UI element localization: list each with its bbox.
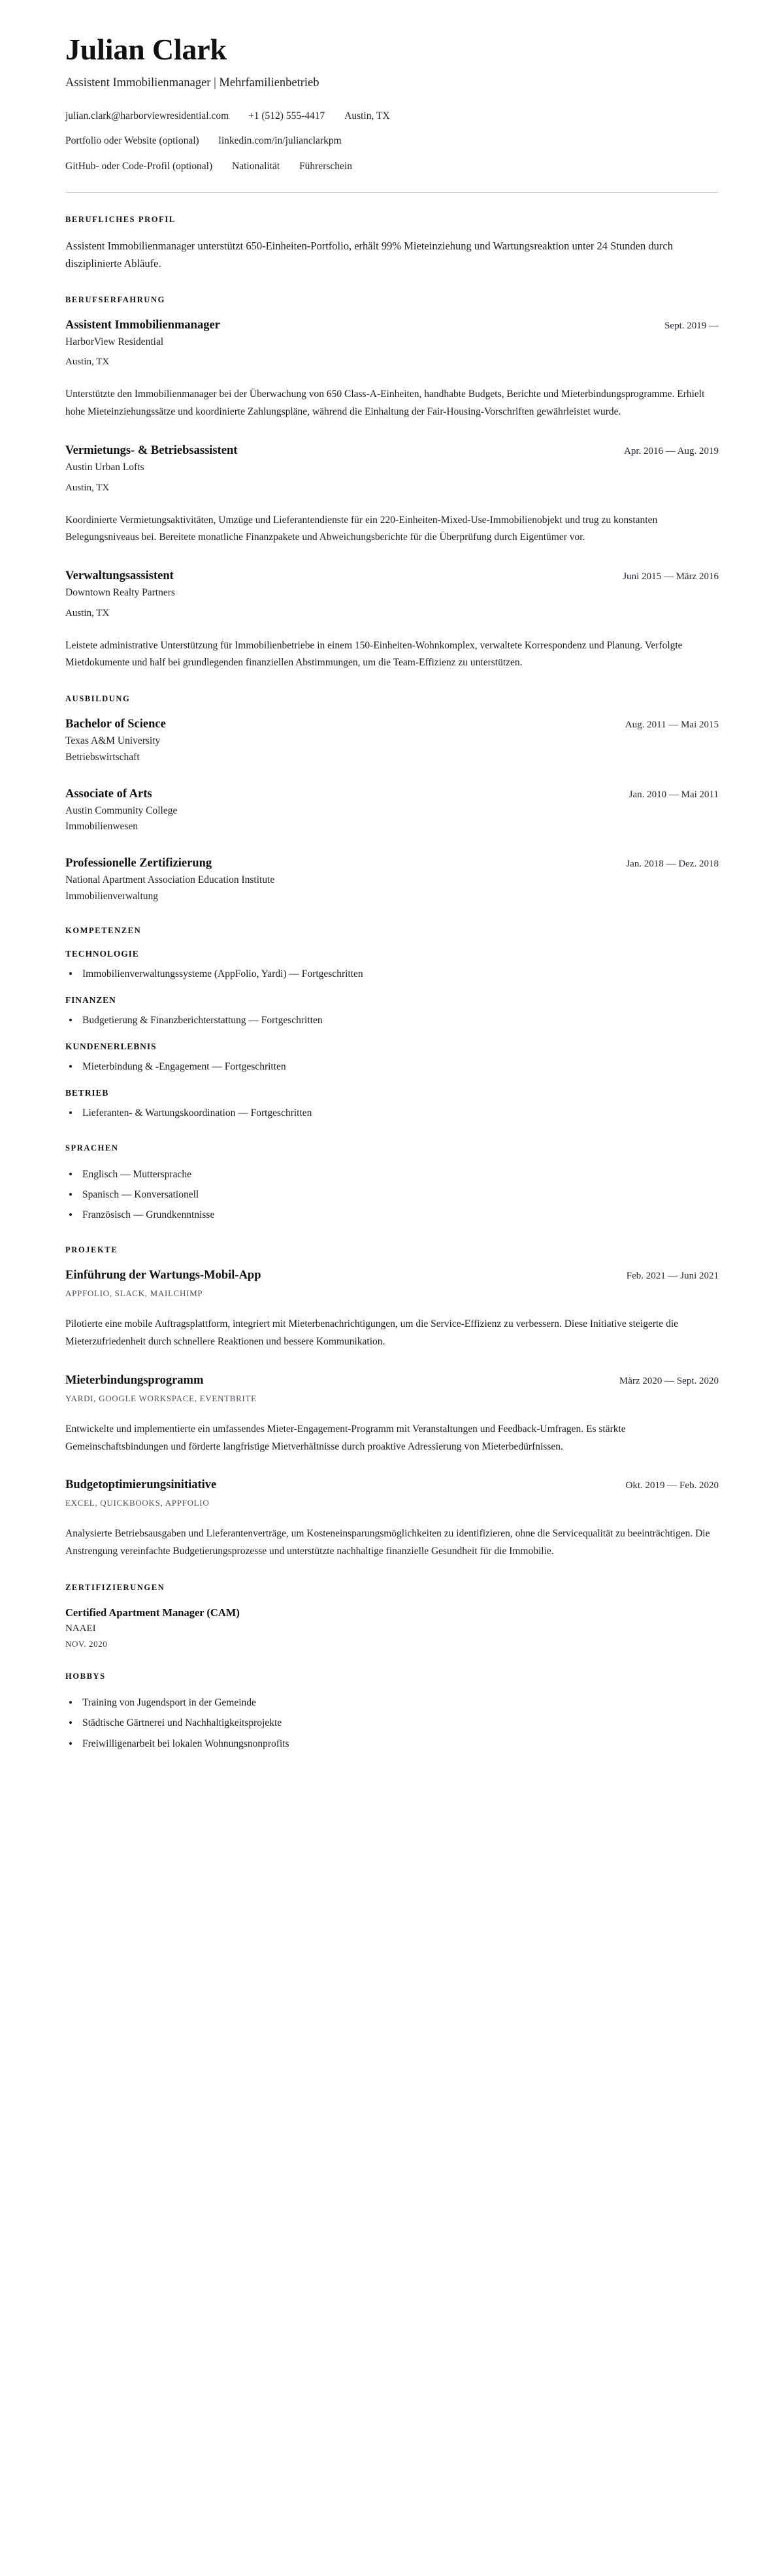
education-entry [65, 717, 719, 765]
project-entry-head [65, 1268, 719, 1283]
education-list [65, 717, 719, 904]
experience-entry [65, 569, 719, 672]
education-school: Texas A&M University [65, 735, 161, 747]
education-entry-head [65, 856, 719, 871]
skill-category-label: TECHNOLOGIE [65, 948, 139, 959]
resume-header [65, 34, 719, 193]
contact-line-2 [65, 134, 719, 148]
experience-job-title: Verwaltungsassistent [65, 569, 174, 582]
certification-name: Certified Apartment Manager (CAM) [65, 1606, 240, 1619]
hobby-item: Städtische Gärtnerei und Nachhaltigkeitsprojekte [65, 1715, 719, 1731]
contact-phone[interactable]: +1 (512) 555-4417 [248, 110, 325, 121]
contact-nationality: Nationalität [232, 160, 280, 172]
education-school: Austin Community College [65, 804, 178, 816]
project-description: Pilotierte eine mobile Auftragsplattform, integriert mit Mieterbenachrichtigungen, um die Service-Effizienz zu verbessern. Diese Initiative steigerte die Mieterzufriedenheit durch schnellere Reaktionen und bessere Kommunikation. [65, 1318, 678, 1348]
education-field: Immobilienverwaltung [65, 890, 159, 902]
hobby-list [65, 1694, 719, 1751]
certification-issuer: NAAEI [65, 1623, 96, 1634]
project-dates: Okt. 2019 — Feb. 2020 [625, 1480, 719, 1491]
section-title-education: AUSBILDUNG [65, 694, 131, 704]
education-field: Betriebswirtschaft [65, 751, 140, 763]
skill-group [65, 995, 719, 1028]
skill-item-list [65, 966, 719, 982]
project-tech-stack: EXCEL, QUICKBOOKS, APPFOLIO [65, 1498, 210, 1508]
education-field: Immobilienwesen [65, 821, 139, 833]
language-item: Englisch — Muttersprache [65, 1166, 719, 1183]
skill-item: Immobilienverwaltungssysteme (AppFolio, Yardi) — Fortgeschritten [65, 966, 719, 982]
experience-location: Austin, TX [65, 357, 110, 368]
section-experience [65, 295, 719, 672]
experience-dates: Juni 2015 — März 2016 [623, 571, 719, 582]
skill-item: Mieterbindung & -Engagement — Fortgeschritten [65, 1058, 719, 1075]
experience-dates: Sept. 2019 — [664, 320, 719, 331]
project-entry-head [65, 1478, 719, 1493]
section-languages [65, 1143, 719, 1223]
skill-group [65, 1088, 719, 1121]
contact-portfolio[interactable]: Portfolio oder Website (optional) [65, 135, 199, 147]
contact-location: Austin, TX [344, 110, 390, 121]
education-degree: Professionelle Zertifizierung [65, 857, 212, 870]
experience-description: Koordinierte Vermietungsaktivitäten, Umzüge und Lieferantendienste für ein 220-Einheiten-Mixed-Use-Immobilienobjekt und trug zu konstanten Belegungsniveaus bei. Bereitete monatliche Finanzpakete und Abweichungsberichte für die Überprüfung durch Eigentümer vor. [65, 514, 658, 543]
experience-list [65, 318, 719, 672]
experience-description: Leistete administrative Unterstützung für Immobilienbetriebe in einem 150-Einheiten-Wohnkomplex, verwaltete Korrespondenz und Planung. Verfolgte Mietdokumente und half bei grundlegenden finanziellen Abstimmungen, um die Team-Effizienz zu unterstützen. [65, 639, 683, 669]
experience-job-title: Vermietungs- & Betriebsassistent [65, 443, 238, 457]
section-title-projects: PROJEKTE [65, 1245, 118, 1255]
project-title: Einführung der Wartungs-Mobil-App [65, 1269, 261, 1282]
contact-github[interactable]: GitHub- oder Code-Profil (optional) [65, 160, 213, 172]
experience-entry [65, 443, 719, 547]
education-entry-head [65, 717, 719, 732]
project-entry [65, 1373, 719, 1455]
section-education [65, 694, 719, 904]
skill-category-label: BETRIEB [65, 1087, 109, 1098]
experience-company: HarborView Residential [65, 336, 164, 347]
hobby-item: Freiwilligenarbeit bei lokalen Wohnungsnonprofits [65, 1736, 719, 1752]
skill-item: Budgetierung & Finanzberichterstattung — Fortgeschritten [65, 1012, 719, 1028]
section-profile [65, 215, 719, 272]
skill-item-list [65, 1058, 719, 1075]
section-title-certifications: ZERTIFIZIERUNGEN [65, 1582, 165, 1592]
section-projects [65, 1245, 719, 1560]
experience-entry [65, 318, 719, 421]
section-title-languages: SPRACHEN [65, 1143, 119, 1153]
language-item: Spanisch — Konversationell [65, 1186, 719, 1203]
section-title-hobbies: HOBBYS [65, 1672, 106, 1681]
contact-line-3 [65, 159, 719, 174]
experience-company: Downtown Realty Partners [65, 587, 175, 599]
project-entry [65, 1478, 719, 1560]
education-dates: Jan. 2018 — Dez. 2018 [626, 859, 719, 870]
skill-category-label: FINANZEN [65, 994, 116, 1005]
experience-location: Austin, TX [65, 482, 110, 493]
project-dates: Feb. 2021 — Juni 2021 [626, 1271, 719, 1282]
experience-location: Austin, TX [65, 607, 110, 618]
skill-category-label: KUNDENERLEBNIS [65, 1041, 157, 1051]
project-title: Mieterbindungsprogramm [65, 1373, 204, 1387]
skill-item-list [65, 1105, 719, 1121]
experience-entry-head [65, 569, 719, 584]
hobby-item: Training von Jugendsport in der Gemeinde [65, 1694, 719, 1711]
education-entry-head [65, 787, 719, 802]
project-dates: März 2020 — Sept. 2020 [619, 1375, 719, 1386]
project-title: Budgetoptimierungsinitiative [65, 1478, 217, 1492]
education-entry [65, 787, 719, 835]
project-tech-stack: YARDI, GOOGLE WORKSPACE, EVENTBRITE [65, 1393, 257, 1403]
education-entry [65, 856, 719, 904]
language-list [65, 1166, 719, 1223]
contact-email[interactable]: julian.clark@harborviewresidential.com [65, 110, 229, 121]
education-degree: Bachelor of Science [65, 718, 166, 731]
experience-job-title: Assistent Immobilienmanager [65, 318, 220, 332]
experience-entry-head [65, 318, 719, 333]
header-divider [65, 192, 719, 193]
candidate-headline: Assistent Immobilienmanager | Mehrfamilienbetrieb [65, 76, 319, 89]
education-degree: Associate of Arts [65, 787, 152, 801]
section-hobbies [65, 1672, 719, 1751]
certification-entry [65, 1606, 719, 1650]
project-entry-head [65, 1373, 719, 1388]
skill-item: Lieferanten- & Wartungskoordination — Fortgeschritten [65, 1105, 719, 1121]
skill-group [65, 1042, 719, 1075]
contact-linkedin[interactable]: linkedin.com/in/julianclarkpm [218, 135, 342, 147]
education-dates: Jan. 2010 — Mai 2011 [629, 789, 719, 800]
project-description: Entwickelte und implementierte ein umfassendes Mieter-Engagement-Programm mit Veranstaltungen und Feedback-Umfragen. Es stärkte Gemeinschaftsbindungen und förderte langfristige Mietverhältnisse durch proaktive Adressierung von Mieterbedürfnissen. [65, 1423, 626, 1452]
experience-company: Austin Urban Lofts [65, 461, 144, 473]
education-dates: Aug. 2011 — Mai 2015 [625, 720, 719, 731]
experience-entry-head [65, 443, 719, 458]
profile-summary-text: Assistent Immobilienmanager unterstützt 650-Einheiten-Portfolio, erhält 99% Mieteinziehung und Wartungsreaktion unter 24 Stunden durch disziplinierte Abläufe. [65, 240, 673, 270]
section-title-experience: BERUFSERFAHRUNG [65, 294, 165, 304]
section-certifications [65, 1583, 719, 1650]
candidate-name: Julian Clark [65, 33, 227, 66]
project-entry [65, 1268, 719, 1350]
section-title-profile: BERUFLICHES PROFIL [65, 215, 176, 225]
experience-dates: Apr. 2016 — Aug. 2019 [623, 445, 719, 456]
skill-item-list [65, 1012, 719, 1028]
contact-drivers-license: Führerschein [299, 160, 352, 172]
skill-group [65, 949, 719, 982]
section-skills [65, 926, 719, 1121]
project-tech-stack: APPFOLIO, SLACK, MAILCHIMP [65, 1288, 203, 1299]
education-school: National Apartment Association Education Institute [65, 874, 275, 886]
experience-description: Unterstützte den Immobilienmanager bei der Überwachung von 650 Class-A-Einheiten, handhabte Budgets, Berichte und Mieterbindungsprogramme. Erhielt hohe Mieteinziehungssätze und koordinierte Zahlungspläne, während die Einhaltung der Fair-Housing-Vorschriften gewährleistet wurde. [65, 389, 705, 418]
project-description: Analysierte Betriebsausgaben und Lieferantenverträge, um Kosteneinsparungsmöglichkeiten zu identifizieren, ohne die Servicequalität zu beeinträchtigen. Die Anstrengung vereinfachte Budgetierungsprozesse und unterstützte nachhaltige finanzielle Gesundheit für die Immobilie. [65, 1528, 710, 1557]
certification-date: NOV. 2020 [65, 1639, 108, 1649]
section-title-skills: KOMPETENZEN [65, 925, 142, 935]
language-item: Französisch — Grundkenntnisse [65, 1207, 719, 1223]
contact-line-1 [65, 109, 719, 123]
